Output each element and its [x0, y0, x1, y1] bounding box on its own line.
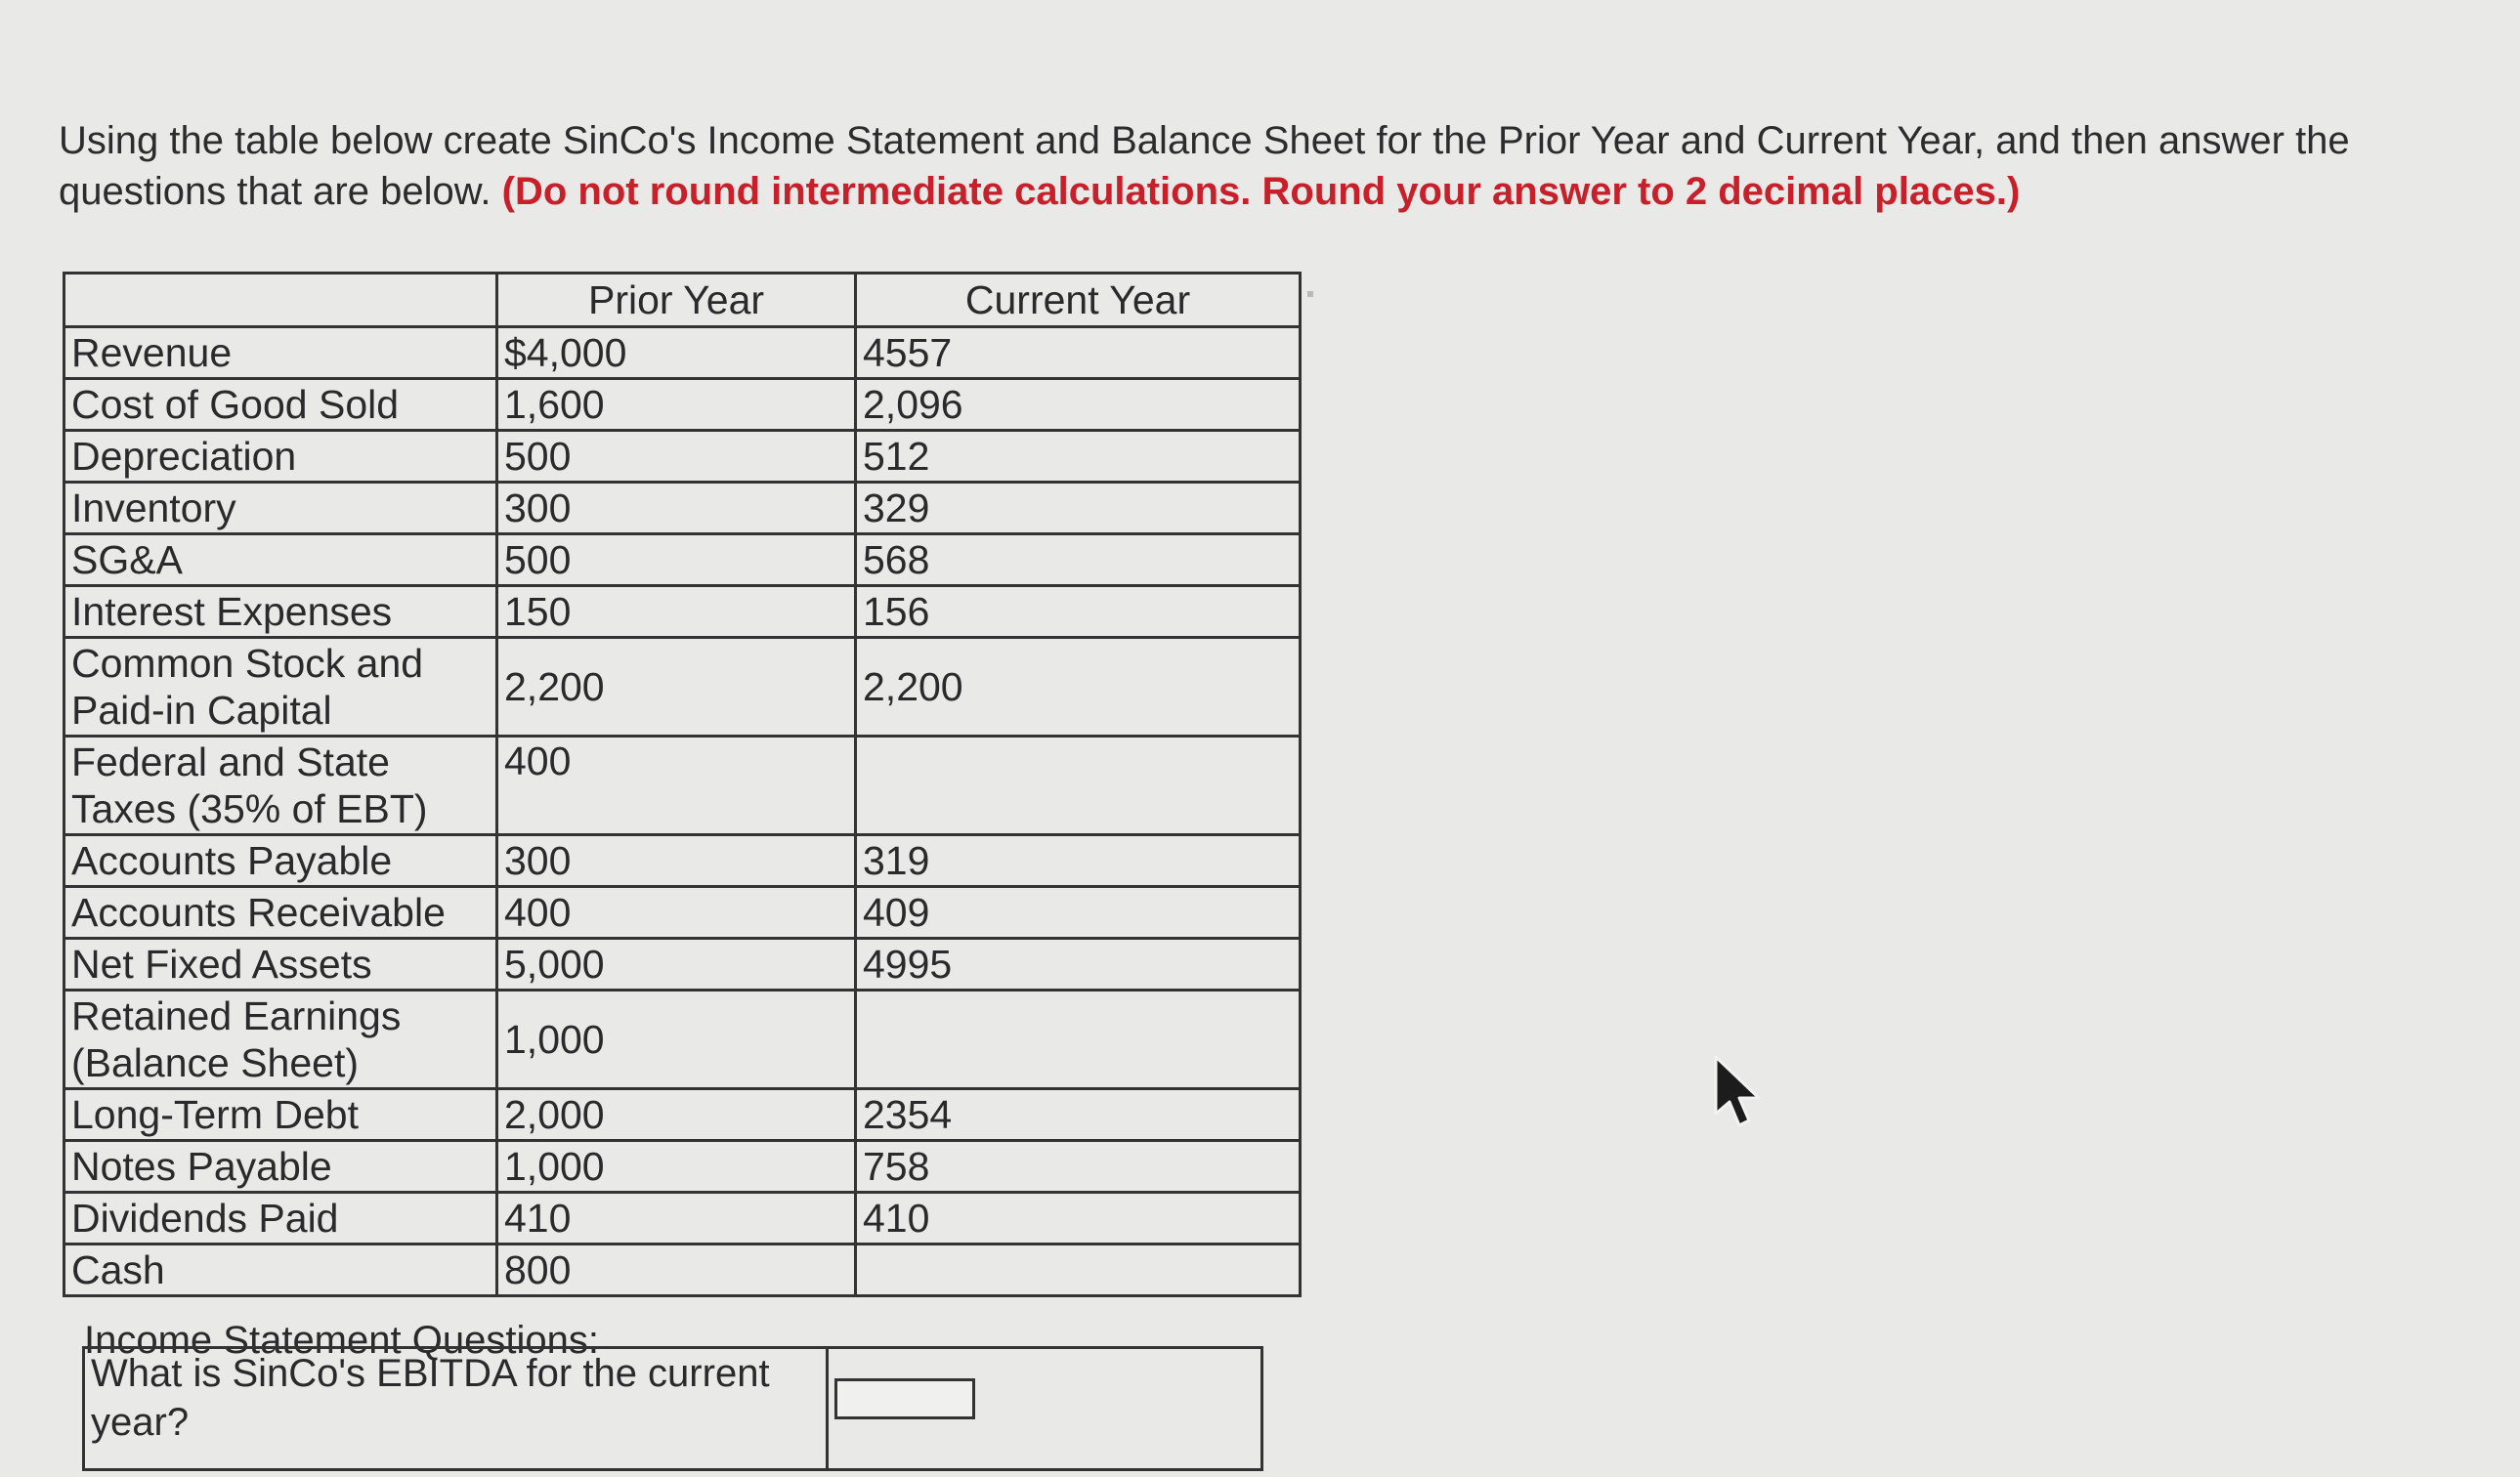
row-label: Net Fixed Assets: [64, 939, 497, 991]
prior-value: 1,000: [497, 991, 856, 1089]
row-label: Accounts Receivable: [64, 887, 497, 939]
financial-data-table: [63, 272, 1302, 1297]
table-row: [64, 1193, 1301, 1245]
row-label: Revenue: [64, 327, 497, 379]
table-row: [64, 991, 1301, 1089]
prior-value: 2,200: [497, 638, 856, 737]
current-value: 568: [856, 534, 1301, 586]
current-value: 512: [856, 431, 1301, 483]
current-value: 319: [856, 835, 1301, 887]
table-row: [64, 586, 1301, 638]
table-row: [64, 737, 1301, 835]
question-row: [84, 1348, 1262, 1470]
row-label: Inventory: [64, 483, 497, 534]
table-row: [64, 379, 1301, 431]
row-label: Retained Earnings (Balance Sheet): [64, 991, 497, 1089]
prior-value: 5,000: [497, 939, 856, 991]
table-row: [64, 1141, 1301, 1193]
table-row: [64, 887, 1301, 939]
table-row: [64, 1245, 1301, 1296]
row-label: Dividends Paid: [64, 1193, 497, 1245]
questions-table: [82, 1346, 1263, 1471]
prior-value: 400: [497, 737, 856, 835]
header-label: [64, 274, 497, 327]
prior-value: 800: [497, 1245, 856, 1296]
prior-value: 410: [497, 1193, 856, 1245]
row-label: Accounts Payable: [64, 835, 497, 887]
question-answer-cell: [828, 1348, 1262, 1470]
table-row: [64, 327, 1301, 379]
table-row: [64, 534, 1301, 586]
current-value: 409: [856, 887, 1301, 939]
stray-dot: [1307, 291, 1313, 297]
prior-value: 400: [497, 887, 856, 939]
current-value: 2,200: [856, 638, 1301, 737]
current-value: [856, 991, 1301, 1089]
table-row: [64, 483, 1301, 534]
current-value: 758: [856, 1141, 1301, 1193]
row-label: SG&A: [64, 534, 497, 586]
ebitda-answer-input[interactable]: [834, 1378, 975, 1419]
current-value: 4995: [856, 939, 1301, 991]
current-value: 4557: [856, 327, 1301, 379]
prior-value: 1,600: [497, 379, 856, 431]
row-label: Depreciation: [64, 431, 497, 483]
table-header-row: [64, 274, 1301, 327]
header-current-year: Current Year: [856, 274, 1301, 327]
table-row: [64, 939, 1301, 991]
current-value: [856, 737, 1301, 835]
prior-value: 1,000: [497, 1141, 856, 1193]
mouse-pointer-icon: [1712, 1055, 1767, 1133]
current-value: 2354: [856, 1089, 1301, 1141]
prior-value: $4,000: [497, 327, 856, 379]
row-label: Long-Term Debt: [64, 1089, 497, 1141]
table-row: [64, 835, 1301, 887]
prior-value: 150: [497, 586, 856, 638]
prior-value: 300: [497, 835, 856, 887]
question-text: What is SinCo's EBITDA for the current year?: [84, 1348, 828, 1470]
instructions-text: Using the table below create SinCo's Income Statement and Balance Sheet for the Prior Year and Current Year, and then answer the questions that are below.: [59, 119, 2350, 213]
current-value: 329: [856, 483, 1301, 534]
row-label: Interest Expenses: [64, 586, 497, 638]
table-row: [64, 431, 1301, 483]
header-prior-year: Prior Year: [497, 274, 856, 327]
questions-heading: Income Statement Questions:: [84, 1319, 599, 1362]
row-label: Common Stock and Paid-in Capital: [64, 638, 497, 737]
row-label: Cash: [64, 1245, 497, 1296]
table-row: [64, 638, 1301, 737]
instructions: [59, 115, 2472, 217]
current-value: 2,096: [856, 379, 1301, 431]
row-label: Notes Payable: [64, 1141, 497, 1193]
table-row: [64, 1089, 1301, 1141]
row-label: Federal and State Taxes (35% of EBT): [64, 737, 497, 835]
current-value: 410: [856, 1193, 1301, 1245]
row-label: Cost of Good Sold: [64, 379, 497, 431]
prior-value: 2,000: [497, 1089, 856, 1141]
prior-value: 500: [497, 534, 856, 586]
prior-value: 300: [497, 483, 856, 534]
prior-value: 500: [497, 431, 856, 483]
current-value: [856, 1245, 1301, 1296]
instructions-emphasis: (Do not round intermediate calculations. Round your answer to 2 decimal places.): [501, 170, 2021, 213]
current-value: 156: [856, 586, 1301, 638]
